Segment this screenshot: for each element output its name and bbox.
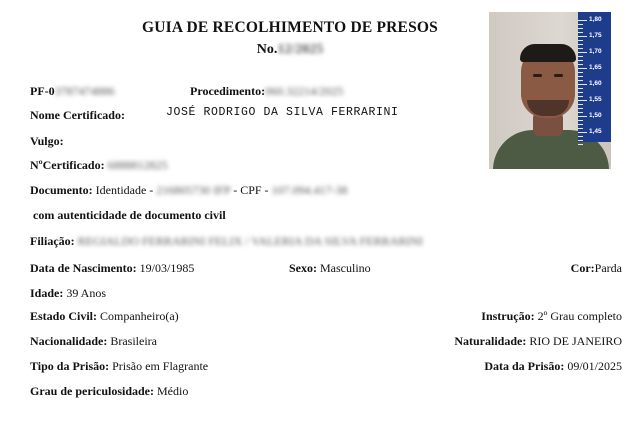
ruler-tick [578,52,587,53]
ruler-tick [578,132,587,133]
nacionalidade-row [30,334,157,349]
vulgo-label: Vulgo: [30,134,64,148]
tipo-prisao-row [30,359,208,374]
idade-value: 39 Anos [66,286,107,300]
ruler-tick [578,36,587,37]
estado-civil-label: Estado Civil: [30,309,98,323]
guide-number [210,42,370,58]
estado-civil-row [30,309,179,324]
documento-cpf-separator: - CPF - [230,183,272,197]
ruler-label: 1,80 [589,16,602,23]
estado-civil-value: Companheiro(a) [100,309,179,323]
filiacao-value: REGIALDO FERRARINI FELIX / VALERIA DA SILVA FERRARINI [77,234,423,248]
ruler-tick [578,100,587,101]
idade-label: Idade: [30,286,64,300]
documento-id-value: 216805730 IFP [156,183,231,197]
certificado-row [30,158,168,173]
nascimento-label: Data de Nascimento: [30,261,137,275]
height-ruler [578,12,611,142]
ruler-label: 1,45 [589,128,602,135]
nome-label: Nome Certificado: [30,108,125,122]
vulgo-row [30,134,64,149]
ruler-tick [578,56,583,57]
photo-eye-left [533,74,542,77]
ruler-tick [578,68,587,69]
ruler-tick [578,140,583,141]
documento-label: Documento: [30,183,93,197]
ruler-tick [578,60,583,61]
guide-number-value: 12/2025 [277,42,324,57]
nome-row [30,108,125,123]
cor-row [571,261,622,276]
periculosidade-label: Grau de periculosidade: [30,384,155,398]
ruler-tick [578,64,583,65]
ruler-tick [578,128,583,129]
ruler-tick [578,28,583,29]
ruler-tick [578,48,583,49]
naturalidade-value: RIO DE JANEIRO [529,334,622,348]
certificado-label: NºCertificado: [30,158,105,172]
ruler-tick [578,108,583,109]
ruler-tick [578,92,583,93]
pf-row [30,84,115,99]
idade-row [30,286,106,301]
photo-eye-right [554,74,563,77]
nascimento-row [30,261,194,276]
ruler-tick [578,84,587,85]
ruler-tick [578,96,583,97]
sexo-row [289,261,371,276]
ruler-tick [578,72,583,73]
ruler-label: 1,70 [589,48,602,55]
instrucao-row [481,309,622,324]
ruler-tick [578,20,587,21]
ruler-tick [578,32,583,33]
sexo-value: Masculino [320,261,371,275]
periculosidade-row [30,384,188,399]
nascimento-value: 19/03/1985 [139,261,195,275]
guide-number-prefix: No. [256,42,278,57]
ruler-tick [578,116,587,117]
periculosidade-value: Médio [157,384,189,398]
ruler-label: 1,55 [589,96,602,103]
naturalidade-label: Naturalidade: [454,334,527,348]
data-prisao-label: Data da Prisão: [484,359,565,373]
pf-label: PF-0 [30,84,55,98]
documento-prefix: Identidade - [95,183,157,197]
page-title: GUIA DE RECOLHIMENTO DE PRESOS [142,19,438,36]
instrucao-label: Instrução: [481,309,535,323]
nome-value: JOSÉ RODRIGO DA SILVA FERRARINI [166,106,399,119]
nacionalidade-value: Brasileira [110,334,157,348]
ruler-tick [578,44,583,45]
photo-hair [520,44,576,62]
ruler-label: 1,65 [589,64,602,71]
tipo-prisao-label: Tipo da Prisão: [30,359,110,373]
tipo-prisao-value: Prisão em Flagrante [112,359,209,373]
ruler-tick [578,80,583,81]
ruler-tick [578,136,583,137]
ruler-tick [578,88,583,89]
sexo-label: Sexo: [289,261,317,275]
filiacao-row [30,234,423,249]
instrucao-value: 2º Grau completo [537,309,622,323]
ruler-tick [578,112,583,113]
cor-value: Parda [594,261,622,275]
data-prisao-row [484,359,622,374]
ruler-tick [578,40,583,41]
ruler-tick [578,144,583,145]
documento-row [30,183,348,198]
ruler-label: 1,75 [589,32,602,39]
data-prisao-value: 09/01/2025 [567,359,622,373]
filiacao-label: Filiação: [30,234,75,248]
procedimento-value: 060.32214/2025 [265,84,344,98]
procedimento-label: Procedimento: [190,84,266,98]
ruler-tick [578,104,583,105]
nacionalidade-label: Nacionalidade: [30,334,108,348]
cor-label: Cor: [570,261,595,275]
ruler-label: 1,50 [589,112,602,119]
naturalidade-row [454,334,622,349]
ruler-label: 1,60 [589,80,602,87]
ruler-tick [578,76,583,77]
ruler-tick [578,120,583,121]
procedimento-row [190,84,343,99]
certificado-value: 6888812825 [107,158,168,172]
pf-value: 3787474886 [54,84,115,98]
ruler-tick [578,124,583,125]
ruler-tick [578,24,583,25]
documento-cpf-value: 107.094.417-38 [271,183,348,197]
autenticidade-text: com autenticidade de documento civil [33,208,226,222]
